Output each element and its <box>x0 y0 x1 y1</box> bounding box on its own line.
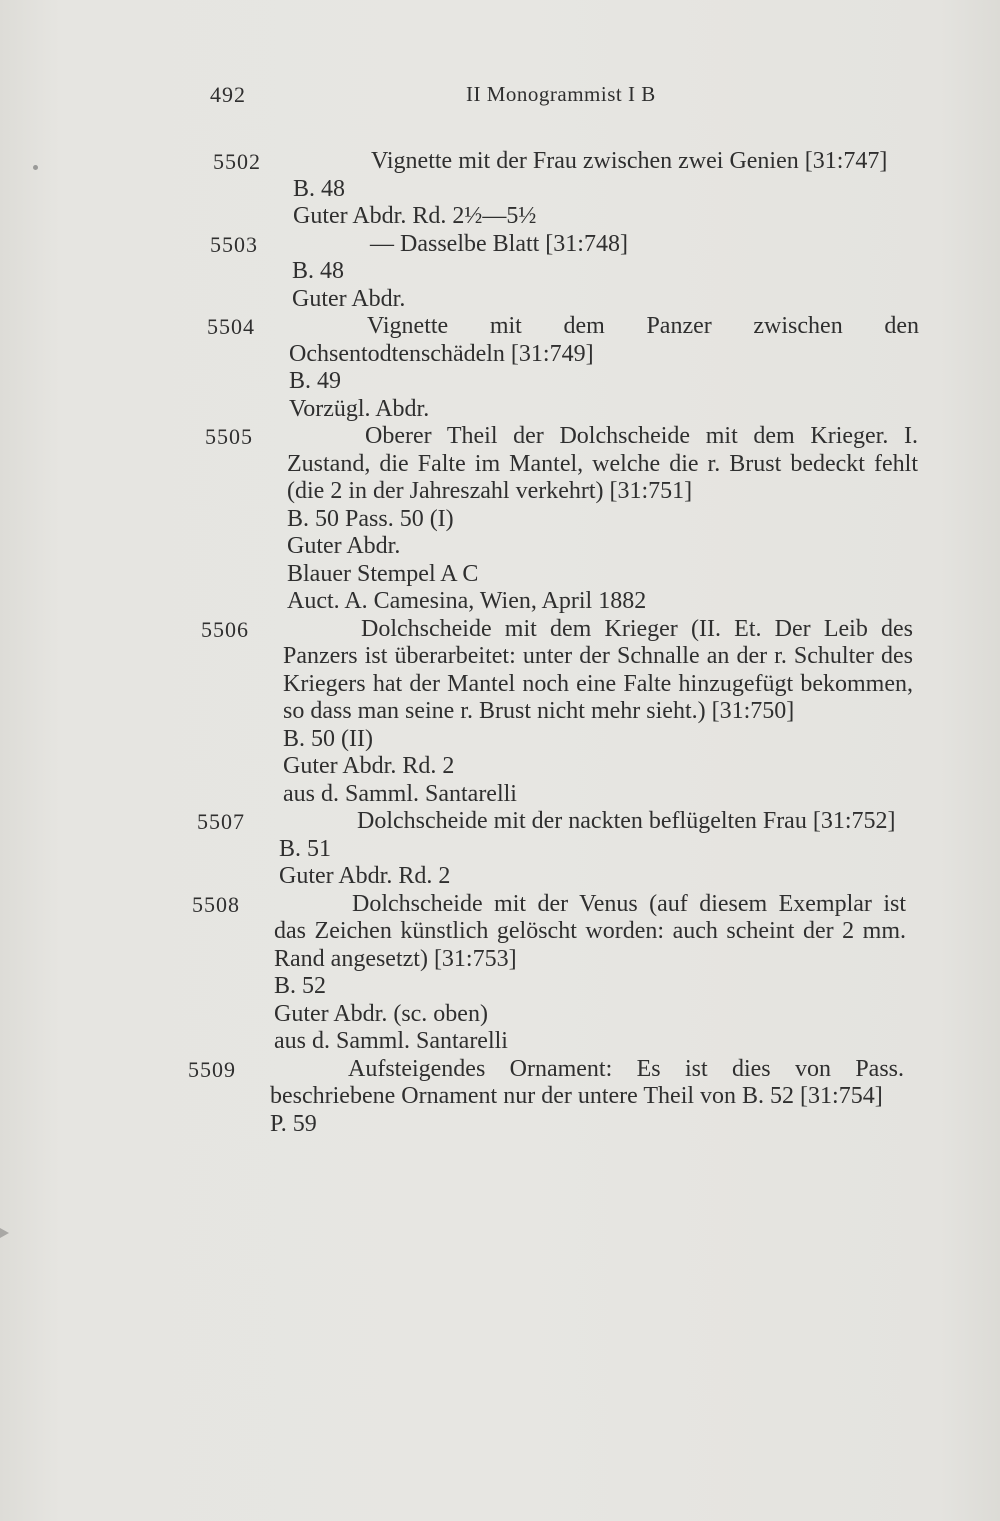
catalogue-entry <box>210 231 922 314</box>
entry-reference: B. 50 Pass. 50 (I) <box>287 505 454 532</box>
entry-body <box>197 808 909 891</box>
entry-body <box>213 148 925 231</box>
entry-number: 5505 <box>205 424 253 449</box>
catalogue-entry <box>205 423 918 616</box>
catalogue-entry <box>188 1056 904 1139</box>
catalogue-entry <box>192 891 906 1056</box>
page-header <box>0 82 1000 112</box>
entry-body <box>188 1056 904 1139</box>
entry-reference: B. 49 <box>289 368 342 394</box>
entry-title: Oberer Theil der Dolchscheide mit dem Krieger. I. Zustand, die Falte im Mantel, welche die r. Brust bedeckt fehlt (die 2 in der Jahreszahl verkehrt) [31:751] <box>287 423 918 504</box>
entry-reference: B. 48 <box>293 175 346 202</box>
entry-reference: P. 59 <box>270 1110 317 1137</box>
entry-reference: B. 52 <box>274 973 327 999</box>
entry-condition: Guter Abdr. Rd. 2½—5½ <box>293 203 537 229</box>
entry-number: 5509 <box>188 1056 236 1082</box>
entry-body <box>192 891 906 1056</box>
entry-provenance: aus d. Samml. Santarelli <box>283 780 517 807</box>
entry-condition: Guter Abdr. <box>292 285 406 312</box>
entry-title: Vignette mit dem Panzer zwischen den Ochsentodtenschädeln [31:749] <box>289 313 919 367</box>
entry-title: Dolchscheide mit dem Krieger (II. Et. Der Leib des Panzers ist überarbeitet: unter der Schnalle an der r. Schulter des Kriegers hat der Mantel noch eine Falte hinzugefügt bekommen, so dass man seine r. Brust nicht mehr sieht.) [31:750] <box>283 615 913 724</box>
entry-number: 5506 <box>201 616 249 642</box>
entry-provenance: aus d. Samml. Santarelli <box>274 1028 508 1054</box>
entry-body <box>210 231 922 314</box>
entry-title: Aufsteigendes Ornament: Es ist dies von Pass. beschriebene Ornament nur der untere Theil von B. 52 [31:754] <box>270 1055 904 1109</box>
entry-reference: B. 50 (II) <box>283 725 373 752</box>
catalogue-entry <box>207 313 919 423</box>
entry-number: 5502 <box>213 149 261 174</box>
entry-condition: Guter Abdr. (sc. oben) <box>274 1000 488 1027</box>
entry-body <box>205 423 918 616</box>
entry-number: 5503 <box>210 231 258 257</box>
entry-number: 5508 <box>192 891 240 917</box>
running-title: II Monogrammist I B <box>466 82 656 106</box>
catalogue-entry <box>197 808 909 891</box>
entry-title: — Dasselbe Blatt [31:748] <box>370 230 628 257</box>
entry-number: 5507 <box>197 809 245 834</box>
catalogue-entry <box>213 148 925 231</box>
catalogue-entries <box>0 148 1000 1138</box>
entry-title: Vignette mit der Frau zwischen zwei Genien [31:747] <box>371 148 888 174</box>
margin-arrow-mark <box>0 1228 9 1238</box>
entry-title: Dolchscheide mit der nackten beflügelten Frau [31:752] <box>357 808 896 834</box>
entry-provenance: Auct. A. Camesina, Wien, April 1882 <box>287 588 647 614</box>
entry-stamp: Blauer Stempel A C <box>287 560 479 587</box>
entry-condition: Vorzügl. Abdr. <box>289 395 430 422</box>
entry-condition: Guter Abdr. Rd. 2 <box>283 753 455 779</box>
entry-body <box>207 313 919 423</box>
entry-number: 5504 <box>207 314 255 339</box>
entry-title: Dolchscheide mit der Venus (auf diesem Exemplar ist das Zeichen künstlich gelöscht worden: auch scheint der 2 mm. Rand angesetzt) [31:753] <box>274 890 906 972</box>
entry-reference: B. 51 <box>279 835 332 862</box>
entry-condition: Guter Abdr. <box>287 533 401 559</box>
entry-condition: Guter Abdr. Rd. 2 <box>279 863 451 889</box>
catalogue-entry <box>201 616 913 809</box>
entry-body <box>201 616 913 809</box>
page-number: 492 <box>210 82 246 107</box>
entry-reference: B. 48 <box>292 258 345 284</box>
